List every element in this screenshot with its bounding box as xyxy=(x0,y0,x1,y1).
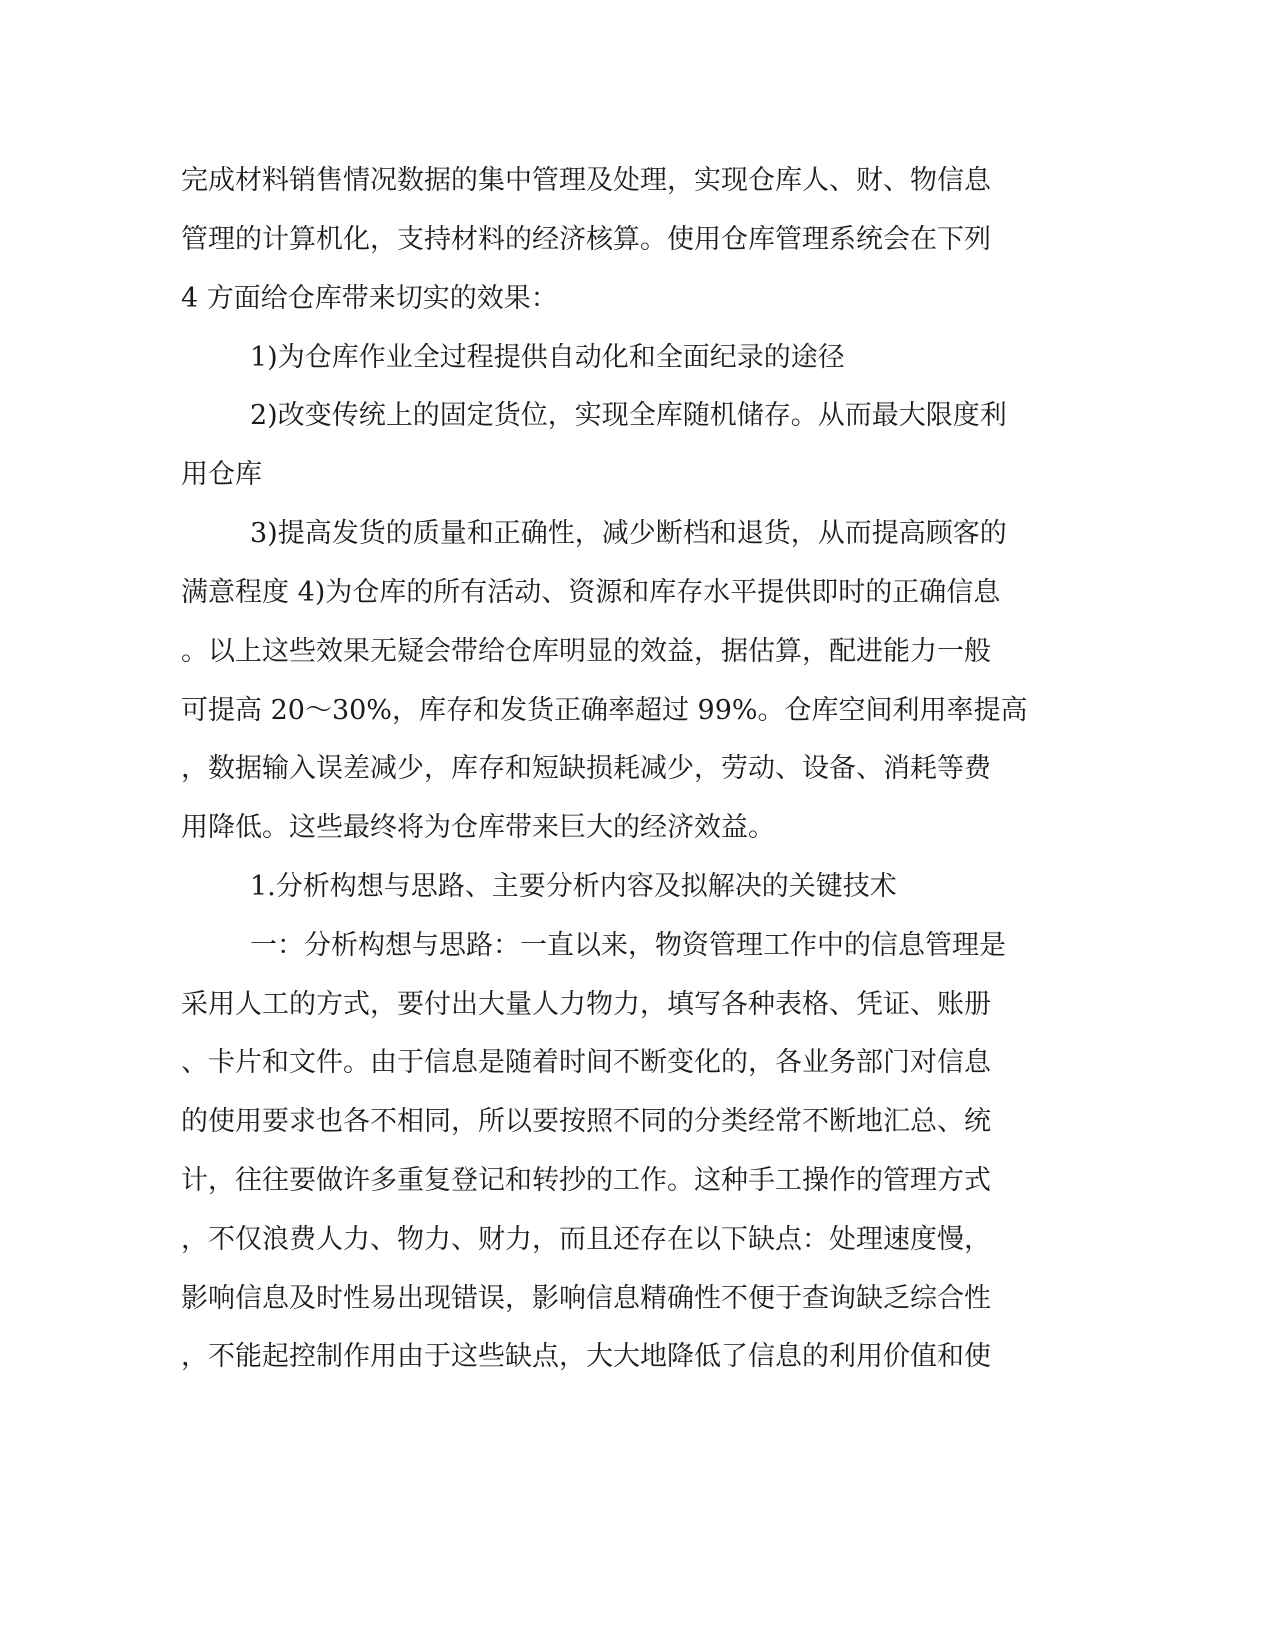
text-line: 用降低。这些最终将为仓库带来巨大的经济效益。 xyxy=(181,812,775,843)
text-line: ，数据输入误差减少，库存和短缺损耗减少，劳动、设备、消耗等费 xyxy=(181,753,991,784)
list-item: 3)提高发货的质量和正确性，减少断档和退货，从而提高顾客的 xyxy=(250,518,1007,549)
text-line: 的使用要求也各不相同，所以要按照不同的分类经常不断地汇总、统 xyxy=(181,1106,991,1137)
text-line: 满意程度 4)为仓库的所有活动、资源和库存水平提供即时的正确信息 xyxy=(181,577,1001,608)
text-line: 用仓库 xyxy=(181,459,262,490)
text-line: ，不仅浪费人力、物力、财力，而且还存在以下缺点：处理速度慢， xyxy=(181,1224,991,1255)
text-line: 完成材料销售情况数据的集中管理及处理，实现仓库人、财、物信息 xyxy=(181,165,991,196)
text-line: 管理的计算机化，支持材料的经济核算。使用仓库管理系统会在下列 xyxy=(181,224,991,255)
text-line: 。以上这些效果无疑会带给仓库明显的效益，据估算，配进能力一般 xyxy=(181,636,991,667)
text-line: 4 方面给仓库带来切实的效果： xyxy=(181,283,558,314)
section-heading: 1.分析构想与思路、主要分析内容及拟解决的关键技术 xyxy=(250,871,897,902)
list-item: 1)为仓库作业全过程提供自动化和全面纪录的途径 xyxy=(250,342,845,373)
text-line: 、卡片和文件。由于信息是随着时间不断变化的，各业务部门对信息 xyxy=(181,1047,991,1078)
text-line: 一：分析构想与思路：一直以来，物资管理工作中的信息管理是 xyxy=(250,930,1006,961)
text-line: 影响信息及时性易出现错误，影响信息精确性不便于查询缺乏综合性 xyxy=(181,1283,991,1314)
text-line: 可提高 20～30%，库存和发货正确率超过 99%。仓库空间利用率提高 xyxy=(181,695,1028,726)
text-line: 计，往往要做许多重复登记和转抄的工作。这种手工操作的管理方式 xyxy=(181,1165,991,1196)
list-item: 2)改变传统上的固定货位，实现全库随机储存。从而最大限度利 xyxy=(250,400,1007,431)
text-line: 采用人工的方式，要付出大量人力物力，填写各种表格、凭证、账册 xyxy=(181,989,991,1020)
text-line: ，不能起控制作用由于这些缺点，大大地降低了信息的利用价值和使 xyxy=(181,1341,991,1372)
